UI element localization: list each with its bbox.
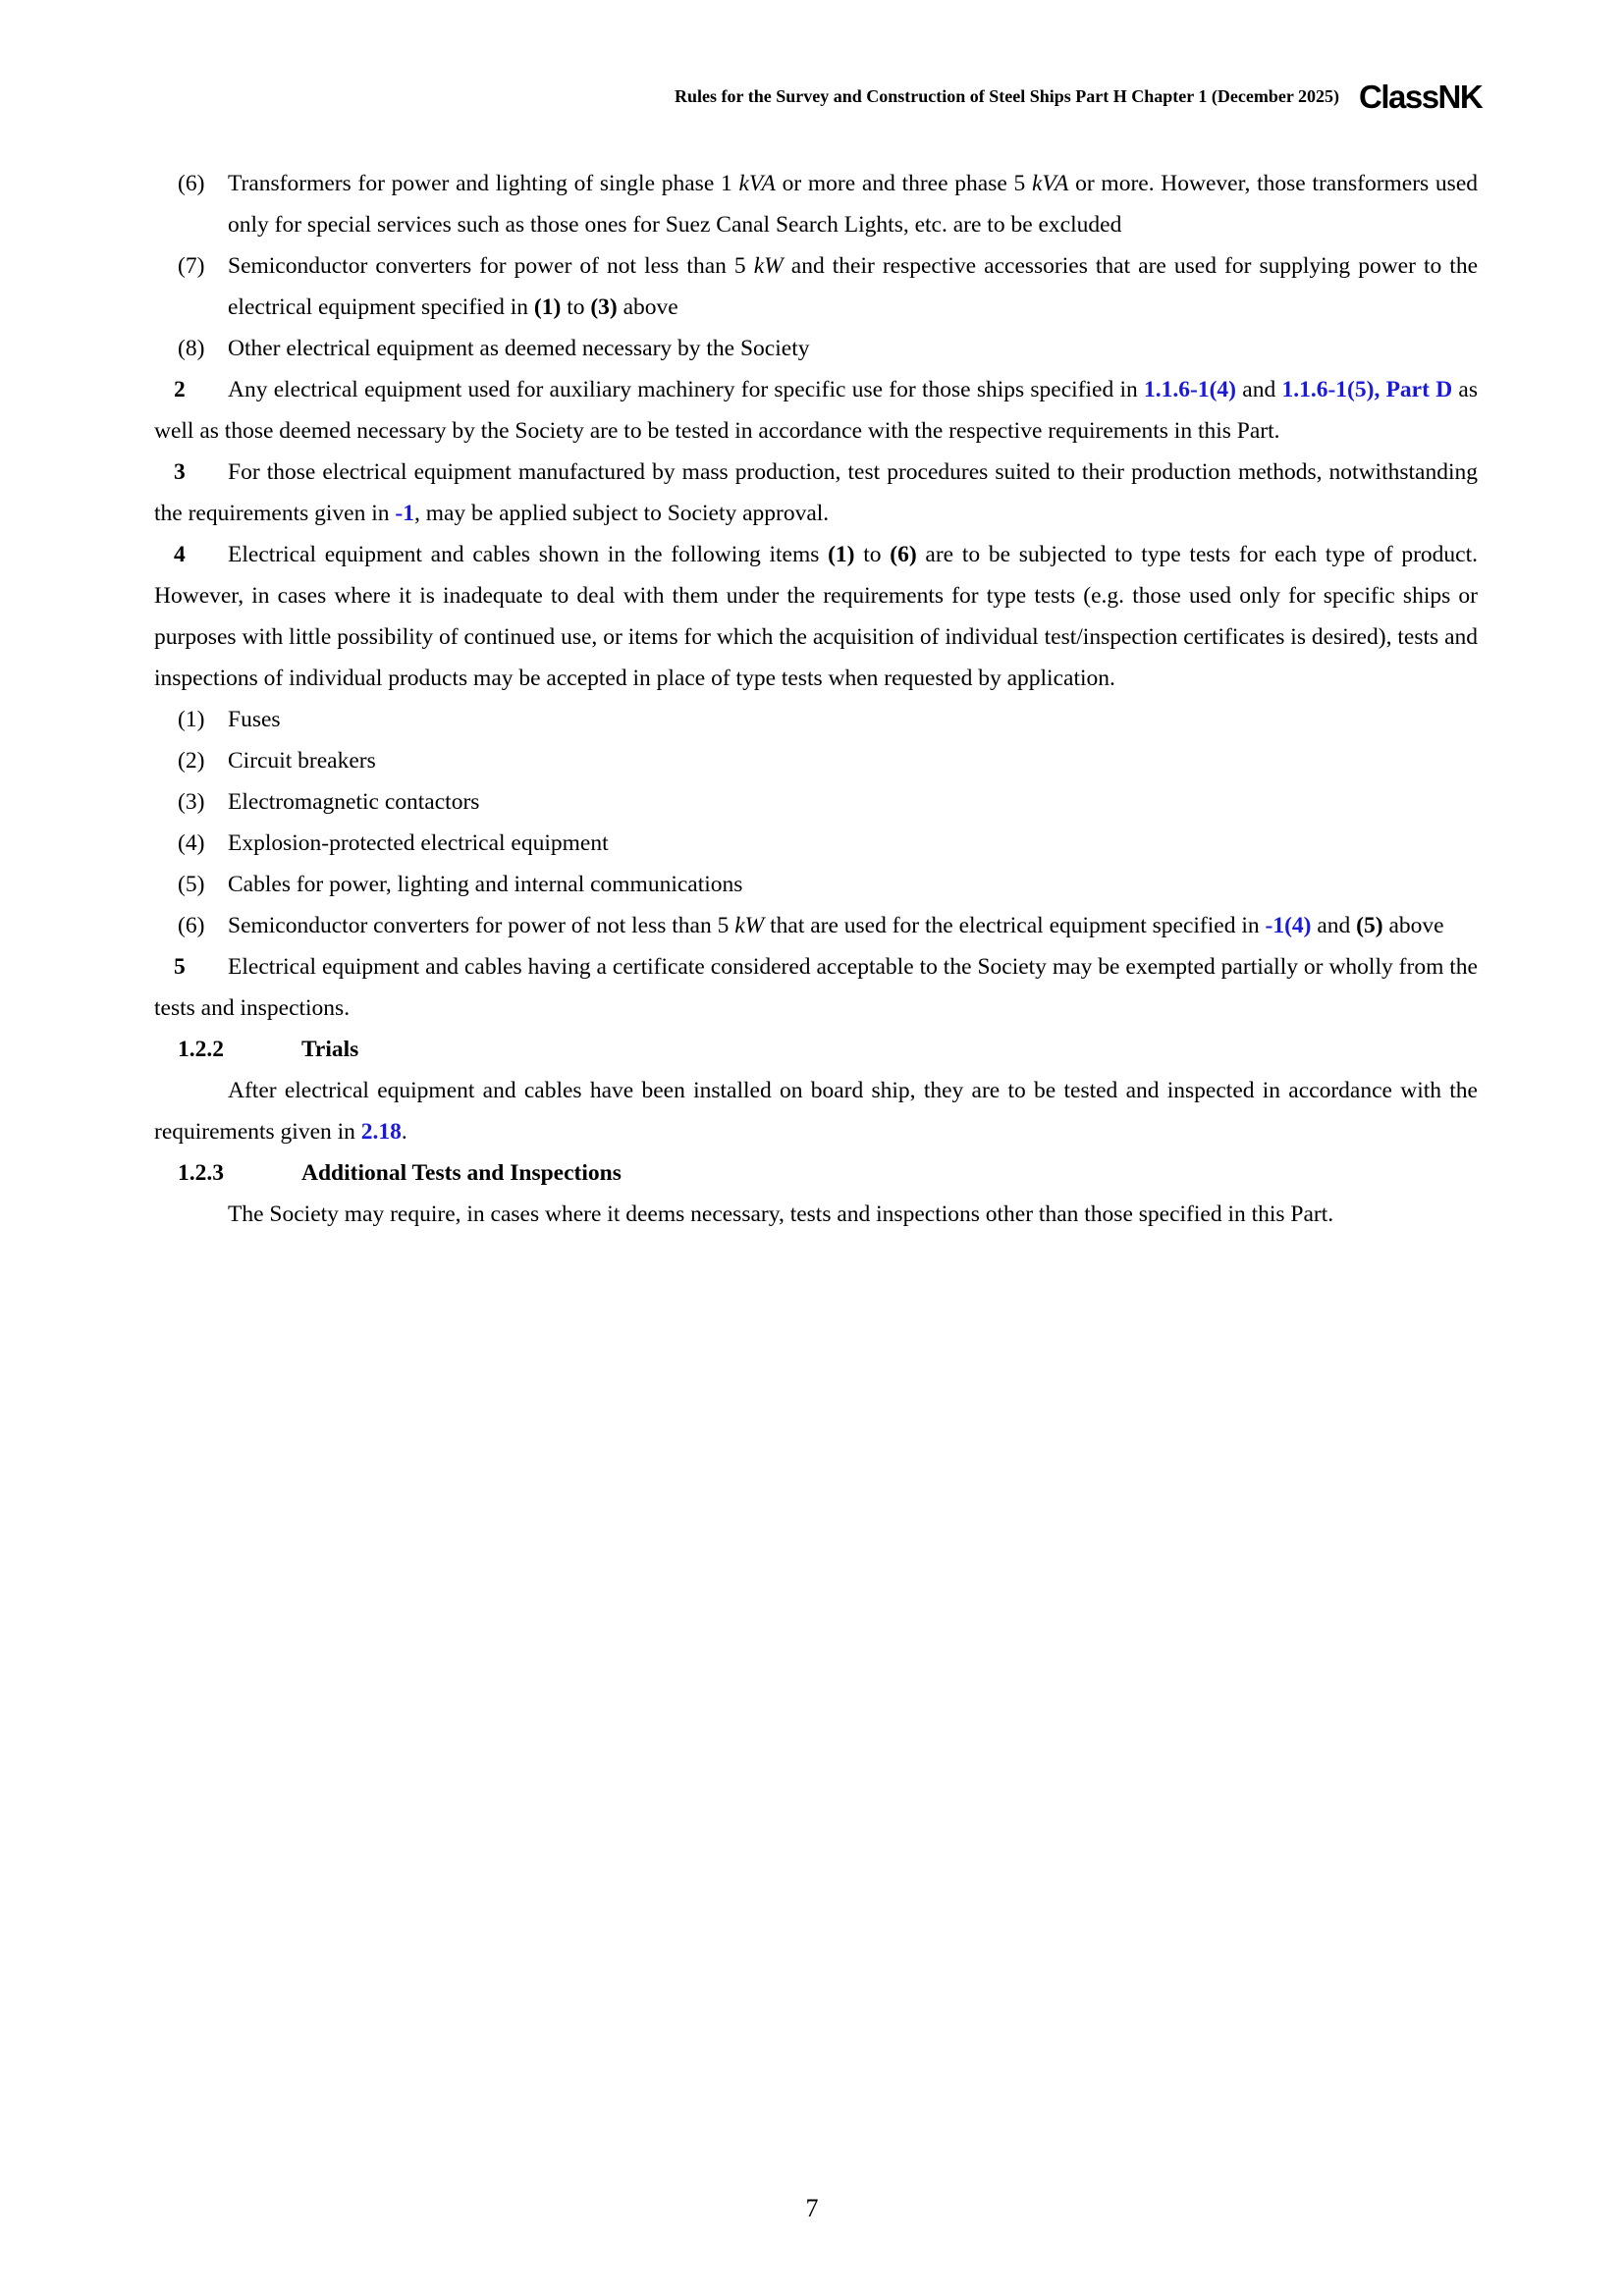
paragraph-trials: After electrical equipment and cables have been installed on board ship, they are to be tested and inspected in accordance with the requirements given in 2.18. — [154, 1078, 1478, 1145]
link-minus-1-4[interactable]: -1(4) — [1265, 913, 1312, 938]
paragraph-additional-tests: The Society may require, in cases where it deems necessary, tests and inspections other than those specified in this Part. — [228, 1201, 1334, 1227]
link-2-18[interactable]: 2.18 — [360, 1119, 402, 1145]
paragraph-5: 5 Electrical equipment and cables having a certificate considered acceptable to the Society may be exempted partially or wholly from the tests and inspections. — [154, 954, 1478, 1021]
list-item: (6) Transformers for power and lighting of single phase 1 kVA or more and three phase 5 kVA or more. However, those transformers used only for special services such as those ones for Suez Canal Search Lights, etc. are to be excluded — [178, 171, 1478, 238]
paragraph-4: 4 Electrical equipment and cables shown in the following items (1) to (6) are to be subjected to type tests for each type of product. However, in cases where it is inadequate to deal with them under the requirements for type tests (e.g. those used only for specific ships or purposes with little possibility of continued use, or items for which the acquisition of individual test/inspection certificates is desired), tests and inspections of individual products may be accepted in place of type tests when requested by application. — [154, 542, 1479, 691]
list-item: (6) Semiconductor converters for power of not less than 5 kW that are used for the electrical equipment specified in -1(4) and (5) above — [178, 913, 1444, 938]
page-number: 7 — [805, 2194, 819, 2222]
list-item: (5) Cables for power, lighting and internal communications — [178, 872, 743, 897]
link-1-1-6-1-4[interactable]: 1.1.6-1(4) — [1144, 377, 1237, 402]
section-heading-1-2-2: 1.2.2 Trials — [178, 1037, 359, 1062]
link-1-1-6-1-5-part-d[interactable]: 1.1.6-1(5), Part D — [1281, 377, 1453, 402]
list-item: (8) Other electrical equipment as deemed necessary by the Society — [178, 336, 810, 361]
link-minus-1[interactable]: -1 — [395, 501, 414, 526]
section-heading-1-2-3: 1.2.3 Additional Tests and Inspections — [178, 1160, 622, 1186]
list-item: (1) Fuses — [178, 707, 281, 732]
list-item: (2) Circuit breakers — [178, 748, 376, 774]
list-item: (7) Semiconductor converters for power of not less than 5 kW and their respective accessories that are used for supplying power to the electrical equipment specified in (1) to (3) above — [178, 253, 1478, 320]
page-header — [0, 77, 1624, 116]
paragraph-2: 2 Any electrical equipment used for auxiliary machinery for specific use for those ships specified in 1.1.6-1(4) and 1.1.6-1(5), Part D as well as those deemed necessary by the Society are to be tested in accordance with the respective requirements in this Part. — [154, 377, 1479, 444]
list-item: (3) Electromagnetic contactors — [178, 789, 480, 815]
classnk-logo: ClassNK — [1359, 79, 1483, 115]
paragraph-3: 3 For those electrical equipment manufactured by mass production, test procedures suited to their production methods, notwithstanding the requirements given in -1, may be applied subject to Society approval. — [154, 459, 1478, 526]
document-body — [154, 163, 1478, 1235]
header-title: Rules for the Survey and Construction of Steel Ships Part H Chapter 1 (December 2025) — [675, 86, 1339, 106]
list-item: (4) Explosion-protected electrical equipment — [178, 830, 609, 856]
